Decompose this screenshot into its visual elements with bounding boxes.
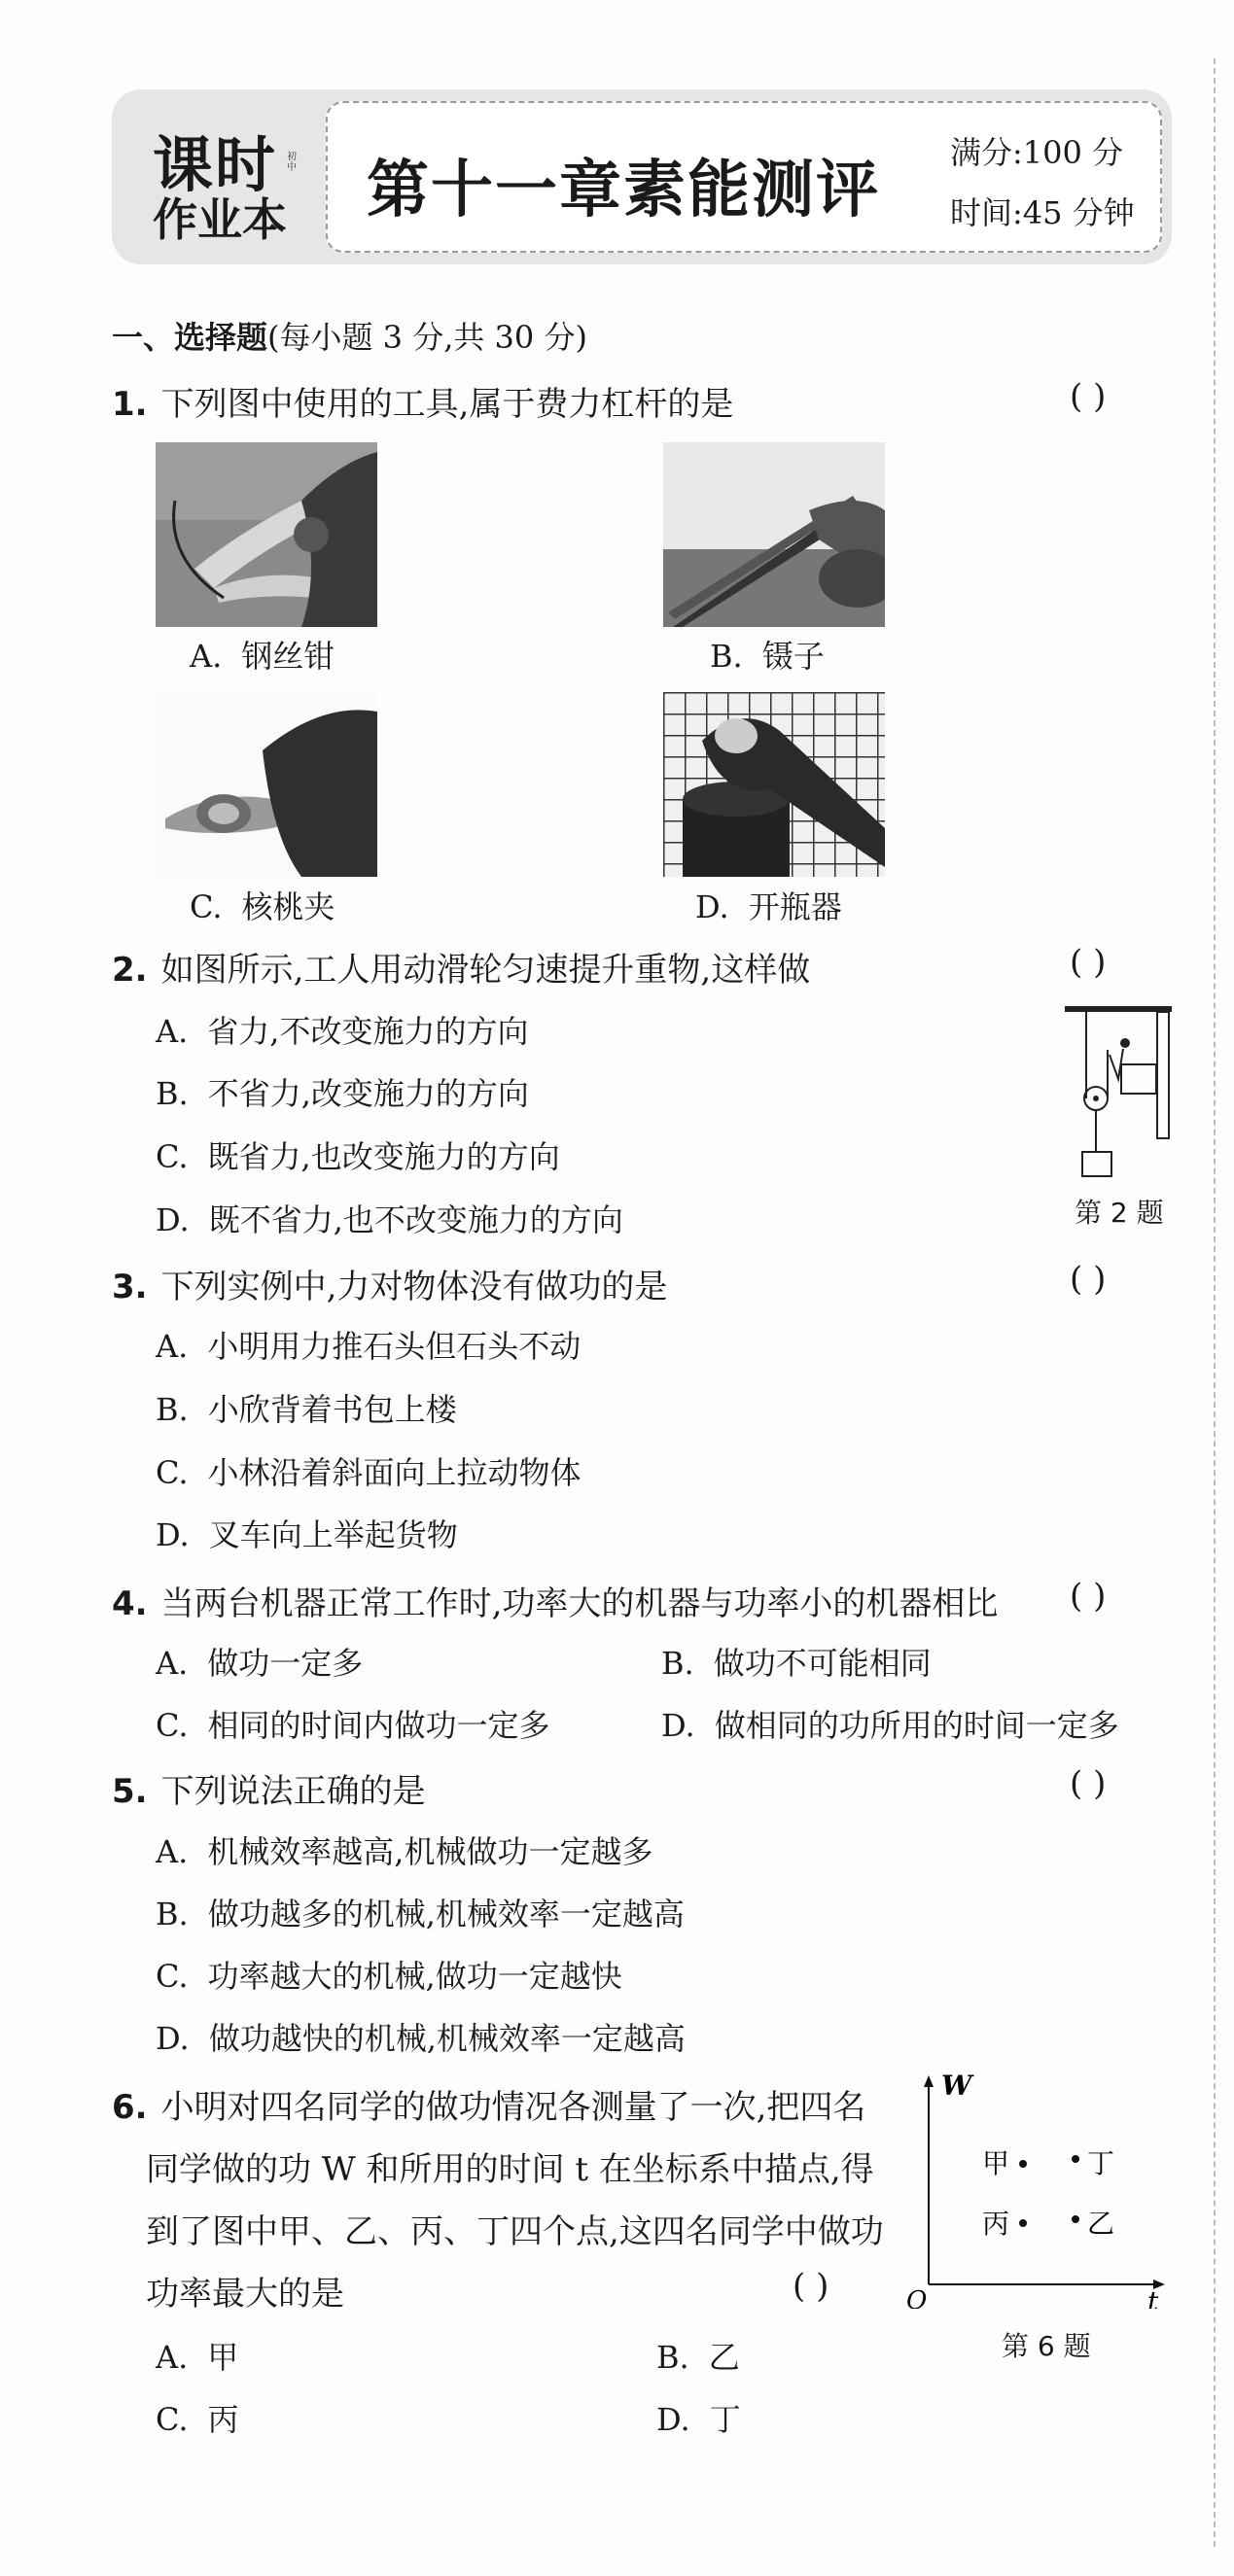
option-text: 做功不可能相同 xyxy=(713,1645,932,1682)
option-text: 既省力,也改变施力的方向 xyxy=(207,1138,560,1175)
w-axis-label: W xyxy=(941,2070,972,2102)
option-letter: D. xyxy=(656,2401,690,2438)
option-letter: C. xyxy=(156,1454,189,1491)
question-text-line3: 到了图中甲、乙、丙、丁四个点,这四名同学中做功 xyxy=(146,2212,884,2251)
option-6c[interactable] xyxy=(156,2395,239,2440)
page-title: 第十一章素能测评 xyxy=(367,154,880,226)
option-letter: C. xyxy=(156,1958,189,1995)
option-6d[interactable] xyxy=(656,2395,741,2440)
t-axis-label: t xyxy=(1147,2285,1159,2309)
point-bing xyxy=(1019,2219,1027,2227)
question-text: 下列说法正确的是 xyxy=(160,1772,426,1811)
answer-paren[interactable]: ( ) xyxy=(1070,1260,1107,1299)
option-letter: D. xyxy=(156,1201,190,1238)
point-label-yi: 乙 xyxy=(1087,2208,1115,2240)
answer-paren[interactable]: ( ) xyxy=(1070,1764,1107,1803)
photo-bottle-opener xyxy=(663,692,885,877)
option-text: 做功一定多 xyxy=(207,1645,364,1682)
option-2a[interactable] xyxy=(156,1007,528,1052)
option-6a[interactable] xyxy=(156,2333,238,2378)
option-text: 做功越多的机械,机械效率一定越高 xyxy=(207,1896,685,1932)
option-text: 既不省力,也不改变施力的方向 xyxy=(208,1201,623,1238)
option-letter: B. xyxy=(661,1645,694,1682)
option-text: 镊子 xyxy=(761,638,825,675)
logo xyxy=(141,113,326,249)
option-letter: A. xyxy=(156,2339,189,2376)
question-number: 6. xyxy=(112,2088,148,2127)
photo-nutcracker xyxy=(156,692,377,877)
option-2c[interactable] xyxy=(156,1132,560,1177)
question-text: 下列图中使用的工具,属于费力杠杆的是 xyxy=(160,385,734,424)
question-1 xyxy=(112,377,733,425)
option-4a[interactable] xyxy=(156,1639,363,1684)
section-title: 一、选择题 xyxy=(112,319,268,356)
question-4 xyxy=(112,1577,998,1624)
option-text: 钢丝钳 xyxy=(241,638,335,675)
option-letter: C. xyxy=(190,888,223,925)
option-3d[interactable] xyxy=(156,1511,458,1555)
title-box xyxy=(326,101,1162,253)
option-text: 丁 xyxy=(709,2401,741,2438)
question-number: 5. xyxy=(112,1772,148,1811)
option-3b[interactable] xyxy=(156,1385,457,1430)
option-3c[interactable] xyxy=(156,1448,582,1493)
answer-paren[interactable]: ( ) xyxy=(1070,943,1107,982)
option-text: 小明用力推石头但石头不动 xyxy=(207,1328,582,1365)
option-letter: A. xyxy=(156,1013,189,1050)
question-text-line1: 小明对四名同学的做功情况各测量了一次,把四名 xyxy=(160,2088,866,2127)
option-text: 核桃夹 xyxy=(241,888,335,925)
option-letter: B. xyxy=(156,1896,189,1932)
option-3a[interactable] xyxy=(156,1322,581,1367)
option-letter: D. xyxy=(695,888,729,925)
logo-line2: 作业本 xyxy=(153,193,287,246)
option-text: 做功越快的机械,机械效率一定越高 xyxy=(208,2020,686,2057)
option-2d[interactable] xyxy=(156,1196,623,1240)
work-time-graph xyxy=(904,2066,1177,2309)
logo-line1: 课时 xyxy=(153,129,278,200)
exam-meta xyxy=(950,122,1135,243)
time-limit: 时间:45 分钟 xyxy=(950,194,1135,231)
option-text: 小欣背着书包上楼 xyxy=(207,1391,457,1428)
option-text: 叉车向上举起货物 xyxy=(208,1516,458,1553)
question-text: 当两台机器正常工作时,功率大的机器与功率小的机器相比 xyxy=(160,1584,999,1623)
question-number: 2. xyxy=(112,951,148,990)
section-heading xyxy=(112,313,587,358)
option-1b[interactable] xyxy=(710,632,825,677)
question-text: 如图所示,工人用动滑轮匀速提升重物,这样做 xyxy=(160,951,811,990)
w-axis-arrow xyxy=(924,2075,934,2087)
logo-seal: 初中 xyxy=(287,152,297,173)
option-letter: A. xyxy=(156,1328,189,1365)
answer-paren[interactable]: ( ) xyxy=(1070,377,1107,416)
option-letter: D. xyxy=(156,1516,190,1553)
option-1c[interactable] xyxy=(190,883,335,927)
pulley-figure xyxy=(1065,1006,1181,1181)
question-text-line4: 功率最大的是 xyxy=(146,2275,344,2314)
point-label-bing: 丙 xyxy=(982,2208,1010,2240)
option-letter: C. xyxy=(156,1707,189,1744)
option-1d[interactable] xyxy=(695,883,842,927)
option-letter: B. xyxy=(656,2339,689,2376)
option-letter: A. xyxy=(190,638,223,675)
option-6b[interactable] xyxy=(656,2333,740,2378)
option-4c[interactable] xyxy=(156,1701,550,1746)
photo-wire-pliers xyxy=(156,442,377,627)
option-2b[interactable] xyxy=(156,1069,529,1114)
option-letter: A. xyxy=(156,1645,189,1682)
option-text: 做相同的功所用的时间一定多 xyxy=(714,1707,1119,1744)
question-3 xyxy=(112,1260,667,1307)
option-letter: B. xyxy=(710,638,743,675)
option-letter: D. xyxy=(156,2020,190,2057)
option-text: 丙 xyxy=(207,2401,239,2438)
section-note: (每小题 3 分,共 30 分) xyxy=(267,319,587,356)
question-number: 1. xyxy=(112,385,148,424)
option-5a[interactable] xyxy=(156,1828,652,1872)
point-ding xyxy=(1072,2155,1079,2163)
origin-label: O xyxy=(906,2286,928,2309)
option-letter: D. xyxy=(661,1707,695,1744)
question-text: 下列实例中,力对物体没有做功的是 xyxy=(160,1268,668,1306)
photo-tweezers xyxy=(663,442,885,627)
point-yi xyxy=(1072,2215,1079,2223)
full-marks: 满分:100 分 xyxy=(950,134,1124,171)
option-text: 开瓶器 xyxy=(748,888,842,925)
option-text: 甲 xyxy=(207,2339,239,2376)
figure-caption-q6: 第 6 题 xyxy=(1002,2330,1091,2362)
question-text-line2: 同学做的功 W 和所用的时间 t 在坐标系中描点,得 xyxy=(146,2150,874,2189)
answer-paren[interactable]: ( ) xyxy=(793,2267,829,2306)
question-number: 3. xyxy=(112,1268,148,1306)
option-4d[interactable] xyxy=(661,1701,1119,1746)
option-letter: B. xyxy=(156,1075,189,1112)
option-text: 机械效率越高,机械做功一定越多 xyxy=(207,1833,653,1870)
point-label-ding: 丁 xyxy=(1087,2147,1115,2179)
question-2 xyxy=(112,943,810,991)
option-5c[interactable] xyxy=(156,1952,622,1997)
question-number: 4. xyxy=(112,1584,148,1623)
option-letter: A. xyxy=(156,1833,189,1870)
option-5b[interactable] xyxy=(156,1890,685,1934)
option-text: 不省力,改变施力的方向 xyxy=(207,1075,529,1112)
question-5 xyxy=(112,1764,426,1812)
option-letter: C. xyxy=(156,2401,189,2438)
option-letter: C. xyxy=(156,1138,189,1175)
header-banner xyxy=(112,89,1172,264)
point-jia xyxy=(1019,2160,1027,2168)
question-6 xyxy=(112,2080,865,2128)
option-text: 功率越大的机械,做功一定越快 xyxy=(207,1958,622,1995)
option-text: 乙 xyxy=(708,2339,740,2376)
option-letter: B. xyxy=(156,1391,189,1428)
option-4b[interactable] xyxy=(661,1639,932,1684)
point-label-jia: 甲 xyxy=(982,2147,1010,2179)
option-text: 相同的时间内做功一定多 xyxy=(207,1707,550,1744)
answer-paren[interactable]: ( ) xyxy=(1070,1577,1107,1616)
option-1a[interactable] xyxy=(190,632,335,677)
binding-rule xyxy=(1214,58,1216,2547)
figure-caption-q2: 第 2 题 xyxy=(1075,1197,1164,1229)
option-5d[interactable] xyxy=(156,2014,686,2059)
option-text: 省力,不改变施力的方向 xyxy=(207,1013,529,1050)
option-text: 小林沿着斜面向上拉动物体 xyxy=(207,1454,582,1491)
